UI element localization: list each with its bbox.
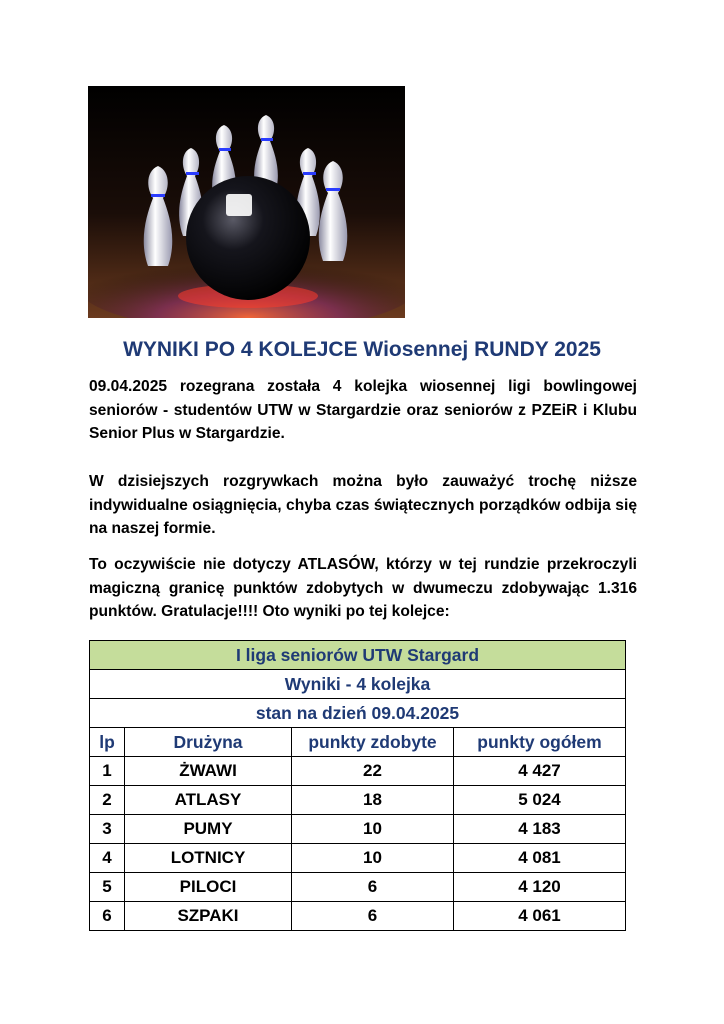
- form-paragraph: W dzisiejszych rozgrywkach można było zauważyć trochę niższe indywidualne osiągnięcia, chyba czas świątecznych porządków odbija się na naszej formie.: [89, 473, 637, 537]
- cell-team: PILOCI: [125, 873, 292, 902]
- cell-total: 4 120: [454, 873, 626, 902]
- column-header-lp: lp: [90, 728, 125, 757]
- round-title: Wyniki - 4 kolejka: [90, 670, 626, 699]
- column-header-points: punkty zdobyte: [292, 728, 454, 757]
- cell-lp: 6: [90, 902, 125, 931]
- cell-points: 18: [292, 786, 454, 815]
- cell-team: ŻWAWI: [125, 757, 292, 786]
- cell-total: 5 024: [454, 786, 626, 815]
- cell-team: PUMY: [125, 815, 292, 844]
- bowling-photo: [88, 86, 405, 318]
- table-row: [90, 757, 626, 786]
- cell-points: 10: [292, 844, 454, 873]
- table-row: [90, 873, 626, 902]
- table-row: [90, 815, 626, 844]
- league-name: I liga seniorów UTW Stargard: [90, 641, 626, 670]
- cell-points: 22: [292, 757, 454, 786]
- cell-lp: 1: [90, 757, 125, 786]
- status-date: stan na dzień 09.04.2025: [90, 699, 626, 728]
- cell-total: 4 081: [454, 844, 626, 873]
- table-row: [90, 844, 626, 873]
- cell-team: LOTNICY: [125, 844, 292, 873]
- cell-lp: 5: [90, 873, 125, 902]
- intro-paragraph: 09.04.2025 rozegrana została 4 kolejka wiosennej ligi bowlingowej seniorów - studentów UTW w Stargardzie oraz seniorów z PZEiR i Klubu Senior Plus w Stargardzie.: [89, 378, 637, 442]
- atlasy-paragraph: To oczywiście nie dotyczy ATLASÓW, którzy w tej rundzie przekroczyli magiczną granicę punktów zdobytych w dwumeczu zdobywając 1.316 punktów. Gratulacje!!!! Oto wyniki po tej kolejce:: [89, 556, 637, 620]
- cell-lp: 4: [90, 844, 125, 873]
- bowling-image-icon: [88, 86, 405, 318]
- cell-points: 6: [292, 902, 454, 931]
- cell-points: 10: [292, 815, 454, 844]
- cell-team: ATLASY: [125, 786, 292, 815]
- column-header-total: punkty ogółem: [454, 728, 626, 757]
- cell-team: SZPAKI: [125, 902, 292, 931]
- page-title: WYNIKI PO 4 KOLEJCE Wiosennej RUNDY 2025: [123, 338, 601, 361]
- cell-points: 6: [292, 873, 454, 902]
- cell-total: 4 427: [454, 757, 626, 786]
- table-row: [90, 902, 626, 931]
- cell-total: 4 183: [454, 815, 626, 844]
- cell-lp: 3: [90, 815, 125, 844]
- table-row: [90, 786, 626, 815]
- cell-lp: 2: [90, 786, 125, 815]
- results-table: [89, 640, 626, 931]
- cell-total: 4 061: [454, 902, 626, 931]
- column-header-team: Drużyna: [125, 728, 292, 757]
